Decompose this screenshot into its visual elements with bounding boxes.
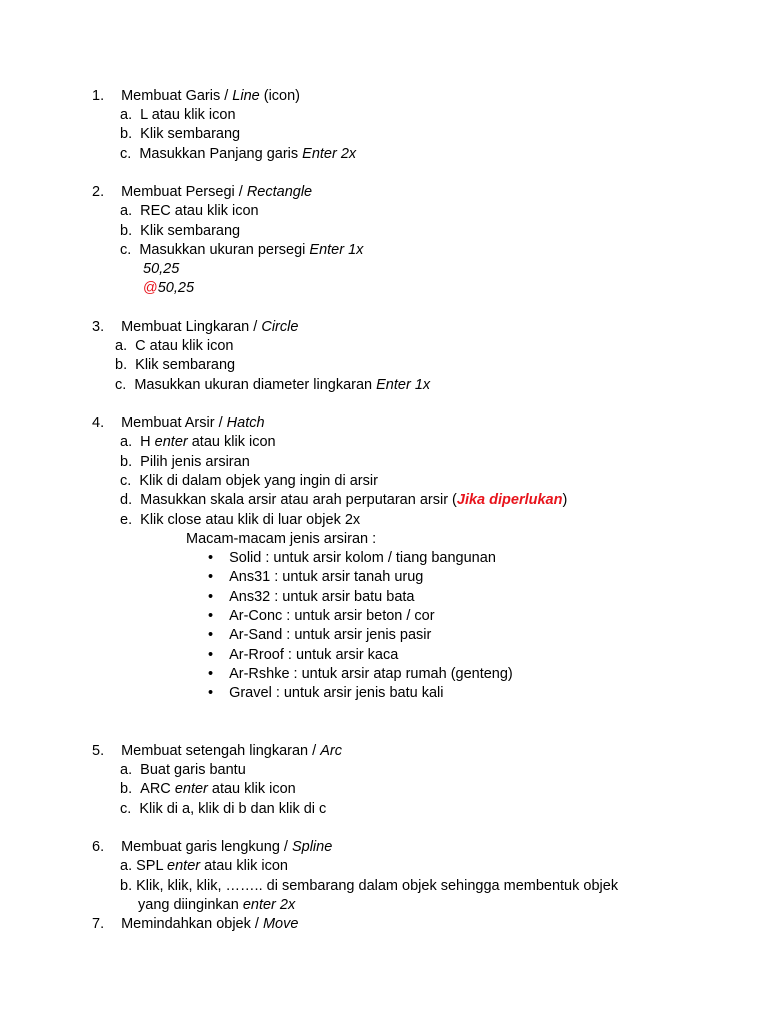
bullet-icon: • (208, 666, 214, 682)
list-item: e. Klik close atau klik di luar objek 2x (120, 512, 361, 528)
section-1-heading: 1. Membuat Garis / Line (icon) (92, 88, 301, 104)
list-item: b. Pilih jenis arsiran (120, 454, 250, 470)
bullet-icon: • (208, 685, 214, 701)
list-item: c. Masukkan Panjang garis Enter 2x (120, 146, 357, 162)
example-value-relative: @50,25 (143, 280, 195, 296)
section-number: 4. (92, 415, 105, 431)
list-item: c. Klik di dalam objek yang ingin di arsir (120, 473, 378, 489)
section-number: 7. (92, 916, 105, 932)
section-number: 6. (92, 839, 105, 855)
bullet-item: • Gravel : untuk arsir jenis batu kali (208, 685, 444, 701)
list-item: a. H enter atau klik icon (120, 434, 276, 450)
list-item: c. Masukkan ukuran persegi Enter 1x (120, 242, 364, 258)
bullet-icon: • (208, 647, 214, 663)
section-7-heading: 7. Memindahkan objek / Move (92, 916, 299, 932)
list-item: c. Masukkan ukuran diameter lingkaran Enter 1x (115, 377, 431, 393)
section-3-heading: 3. Membuat Lingkaran / Circle (92, 319, 299, 335)
bullet-icon: • (208, 608, 214, 624)
bullet-icon: • (208, 569, 214, 585)
bullet-icon: • (208, 550, 214, 566)
bullet-icon: • (208, 589, 214, 605)
section-2-heading: 2. Membuat Persegi / Rectangle (92, 184, 313, 200)
list-item: a. Buat garis bantu (120, 762, 246, 778)
list-item: b. ARC enter atau klik icon (120, 781, 296, 797)
section-4-heading: 4. Membuat Arsir / Hatch (92, 415, 265, 431)
list-item: b. Klik, klik, klik, …….. di sembarang dalam objek sehingga membentuk objek (120, 878, 619, 894)
list-item: c. Klik di a, klik di b dan klik di c (120, 801, 327, 817)
section-number: 2. (92, 184, 105, 200)
section-6-heading: 6. Membuat garis lengkung / Spline (92, 839, 333, 855)
bullet-item: • Solid : untuk arsir kolom / tiang bangunan (208, 550, 496, 566)
section-number: 5. (92, 743, 105, 759)
bullet-item: • Ar-Conc : untuk arsir beton / cor (208, 608, 435, 624)
optional-note: Jika diperlukan (456, 492, 563, 508)
bullet-item: • Ar-Rroof : untuk arsir kaca (208, 647, 399, 663)
list-item: a. C atau klik icon (115, 338, 234, 354)
list-item-continuation: yang diinginkan enter 2x (138, 897, 296, 913)
section-number: 1. (92, 88, 105, 104)
list-item: b. Klik sembarang (115, 357, 236, 373)
list-item: a. SPL enter atau klik icon (120, 858, 288, 874)
list-item: b. Klik sembarang (120, 223, 241, 239)
list-item: a. REC atau klik icon (120, 203, 259, 219)
example-value: 50,25 (143, 261, 180, 277)
bullet-item: • Ar-Sand : untuk arsir jenis pasir (208, 627, 432, 643)
bullet-icon: • (208, 627, 214, 643)
subheading: Macam-macam jenis arsiran : (186, 531, 377, 547)
bullet-item: • Ans32 : untuk arsir batu bata (208, 589, 415, 605)
bullet-item: • Ar-Rshke : untuk arsir atap rumah (genteng) (208, 666, 513, 682)
list-item: a. L atau klik icon (120, 107, 236, 123)
list-item: d. Masukkan skala arsir atau arah perputaran arsir (Jika diperlukan) (120, 492, 568, 508)
section-number: 3. (92, 319, 105, 335)
section-5-heading: 5. Membuat setengah lingkaran / Arc (92, 743, 342, 759)
list-item: b. Klik sembarang (120, 126, 241, 142)
bullet-item: • Ans31 : untuk arsir tanah urug (208, 569, 424, 585)
